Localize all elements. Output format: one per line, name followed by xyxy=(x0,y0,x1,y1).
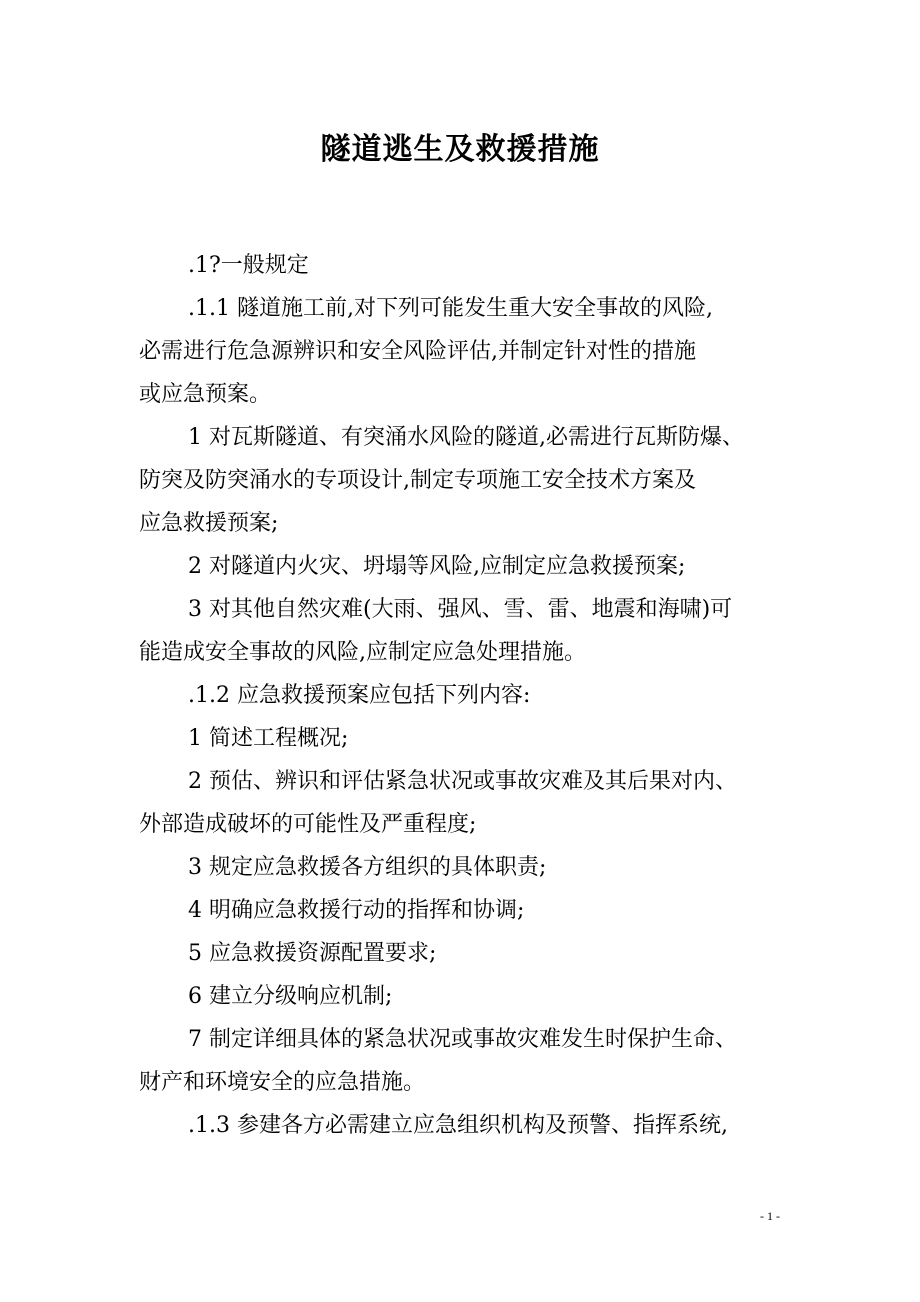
paragraph-line: 外部造成破坏的可能性及严重程度; xyxy=(139,812,477,837)
page-number: - 1 - xyxy=(760,1209,780,1223)
paragraph-line: 1 对瓦斯隧道、有突涌水风险的隧道,必需进行瓦斯防爆、 xyxy=(188,425,744,450)
paragraph-line: 2 预估、辨识和评估紧急状况或事故灾难及其后果对内、 xyxy=(188,769,737,794)
paragraph-line: 6 建立分级响应机制; xyxy=(188,984,393,1009)
paragraph-line: 财产和环境安全的应急措施。 xyxy=(139,1070,426,1095)
paragraph-line: 1 简述工程概况; xyxy=(188,726,349,751)
document-body xyxy=(139,244,799,1147)
paragraph-line: 3 规定应急救援各方组织的具体职责; xyxy=(188,855,547,880)
paragraph-line: 防突及防突涌水的专项设计,制定专项施工安全技术方案及 xyxy=(139,468,696,493)
paragraph-line: .1?一般规定 xyxy=(188,253,309,278)
paragraph-line: 必需进行危急源辨识和安全风险评估,并制定针对性的措施 xyxy=(139,339,696,364)
paragraph-line: 4 明确应急救援行动的指挥和协调; xyxy=(188,898,525,923)
paragraph-line: 3 对其他自然灾难(大雨、强风、雪、雷、地震和海啸)可 xyxy=(188,597,733,622)
paragraph-line: 应急救援预案; xyxy=(139,511,279,536)
paragraph-line: .1.2 应急救援预案应包括下列内容: xyxy=(188,683,531,708)
paragraph-line: 能造成安全事故的风险,应制定应急处理措施。 xyxy=(139,640,586,665)
document-title: 隧道逃生及救援措施 xyxy=(320,132,600,167)
paragraph-line: 5 应急救援资源配置要求; xyxy=(188,941,437,966)
paragraph-line: .1.1 隧道施工前,对下列可能发生重大安全事故的风险, xyxy=(188,296,713,321)
paragraph-line: .1.3 参建各方必需建立应急组织机构及预警、指挥系统, xyxy=(188,1113,728,1138)
paragraph-line: 或应急预案。 xyxy=(139,382,272,407)
paragraph-line: 7 制定详细具体的紧急状况或事故灾难发生时保护生命、 xyxy=(188,1027,737,1052)
paragraph-line: 2 对隧道内火灾、坍塌等风险,应制定应急救援预案; xyxy=(188,554,686,579)
